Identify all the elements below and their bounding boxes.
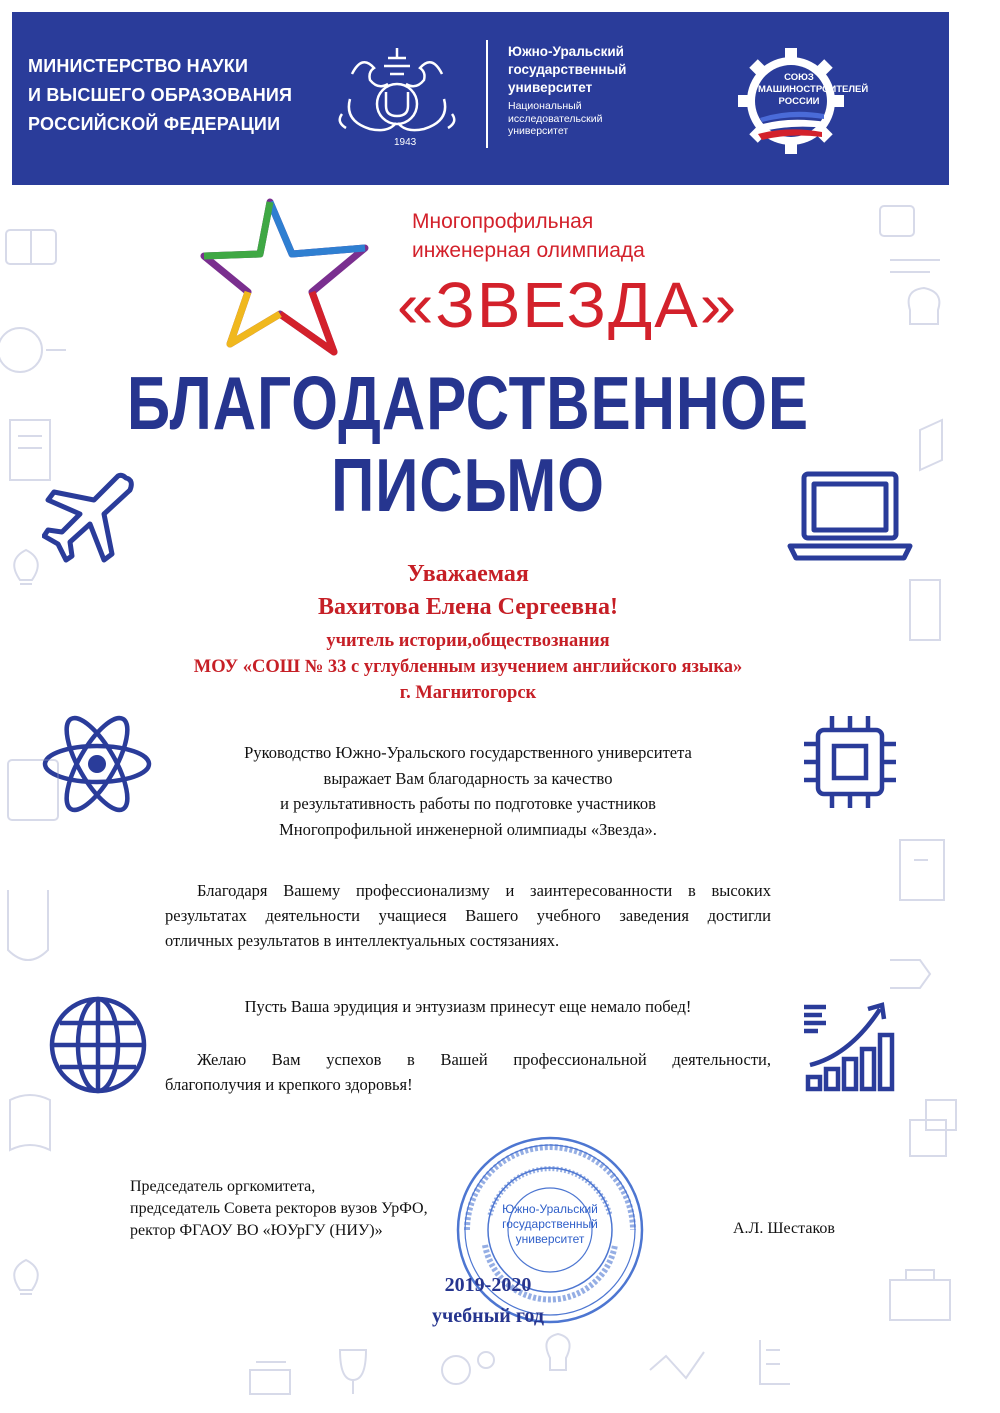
academic-year-label: учебный год [432,1305,544,1327]
university-subtitle [508,100,603,138]
body-paragraph-4 [165,1047,771,1097]
header-divider [486,40,488,148]
body-paragraph-2 [165,878,771,953]
body-line: отличных результатов в интеллектуальных состязаниях. [165,931,560,950]
letter-title-2: ПИСЬМО [331,443,605,527]
university-name [508,43,626,97]
ministry-line: РОССИЙСКОЙ ФЕДЕРАЦИИ [28,114,281,134]
olympiad-line-2: инженерная олимпиада [412,239,645,262]
letter-title: БЛАГОДАРСТВЕННОЕ [127,361,809,445]
body-line: и результативность работы по подготовке участников [280,794,656,813]
body-line: Руководство Южно-Уральского государственного университета [244,743,692,762]
star-logo [200,196,370,356]
stamp-text-2: государственный [502,1217,598,1231]
background-pattern-left [0,200,70,1400]
background-pattern-right [870,200,960,1400]
union-name-line: МАШИНОСТРОИТЕЛЕЙ [758,84,869,95]
recipient-position: учитель истории,обществознания [326,631,610,651]
body-line: благополучия и крепкого здоровья! [165,1075,413,1094]
recipient-name: Вахитова Елена Сергеевна! [318,594,618,620]
recipient-city: г. Магнитогорск [399,683,537,703]
background-pattern-bottom [200,1330,860,1400]
signature-line: ректор ФГАОУ ВО «ЮУрГУ (НИУ)» [130,1222,383,1239]
stamp-text-3: университет [515,1232,585,1246]
union-name-line: РОССИИ [778,96,820,107]
union-name [758,72,869,108]
olympiad-name: «ЗВЕЗДА» [397,269,739,341]
ministry-line: И ВЫСШЕГО ОБРАЗОВАНИЯ [28,85,293,105]
university-name-line: государственный [508,62,627,77]
body-line: Многопрофильной инженерной олимпиады «Звезда». [279,819,657,839]
body-line: Пусть Ваша эрудиция и энтузиазм принесут еще немало побед! [244,997,692,1016]
university-name-line: университет [508,80,593,95]
academic-year: 2019-2020 [444,1274,532,1296]
signature-line: Председатель оргкомитета, [130,1178,316,1195]
university-subtitle-line: исследовательский [508,112,603,125]
olympiad-line-1: Многопрофильная [412,210,594,233]
university-subtitle-line: Национальный [508,100,582,112]
union-name-line: СОЮЗ [784,72,814,83]
body-line: результатах деятельности учащиеся Вашего учебного заведения достигли [165,906,771,925]
university-name-line: Южно-Уральский [508,44,624,59]
recipient-school: МОУ «СОШ № 33 с углубленным изучением английского языка» [193,657,743,677]
ministry-line: МИНИСТЕРСТВО НАУКИ [28,56,249,76]
susu-founding-year: 1943 [394,137,417,148]
university-subtitle-line: университет [508,125,569,137]
body-line: Благодаря Вашему профессионализму и заинтересованности в высоких [197,881,771,900]
signer-name: А.Л. Шестаков [733,1220,835,1237]
ministry-name [28,52,292,139]
salutation: Уважаемая [407,561,529,587]
signature-block [130,1176,428,1242]
stamp-text-1: Южно-Уральский [502,1202,598,1216]
body-line: Желаю Вам успехов в Вашей профессиональной деятельности, [197,1050,771,1069]
signature-line: председатель Совета ректоров вузов УрФО, [130,1200,428,1217]
body-line: выражает Вам благодарность за качество [323,768,613,788]
